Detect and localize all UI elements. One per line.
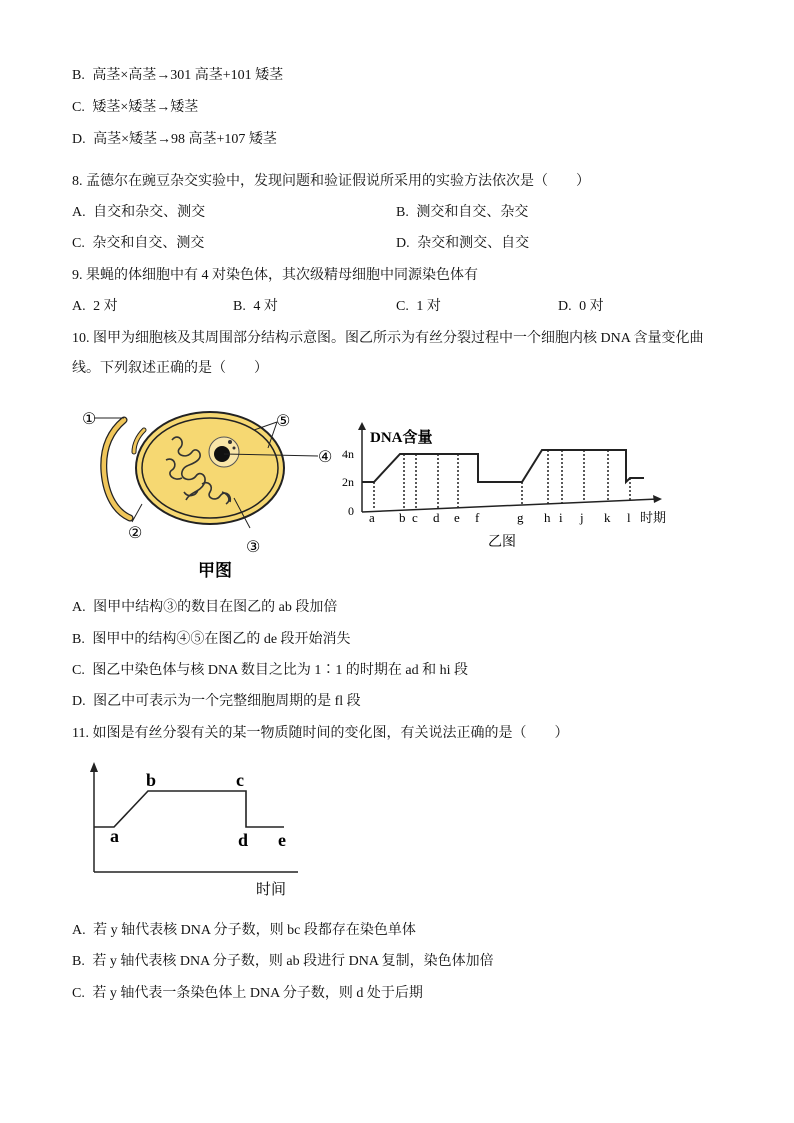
option-d-prev [72, 131, 277, 149]
option-label: B. [72, 68, 85, 83]
option-c-prev [72, 99, 198, 117]
pt-j: j [580, 510, 584, 525]
caption-yi: 乙图 [488, 535, 516, 550]
option-label: A. [72, 299, 86, 314]
nucleolus-dot [233, 447, 236, 450]
q11-option-c [72, 985, 423, 1003]
option-text: 2 对 [93, 299, 118, 314]
option-label: A. [72, 205, 86, 220]
pt-b: b [399, 510, 406, 525]
option-label: D. [396, 236, 410, 251]
pt-a: a [369, 510, 375, 525]
q11-point-labels [110, 770, 286, 850]
pt-c: c [412, 510, 418, 525]
pt-e: e [278, 830, 286, 850]
q10-stem-line1: 10. 图甲为细胞核及其周围部分结构示意图。图乙所示为有丝分裂过程中一个细胞内核 DNA 含量变化曲 [72, 331, 704, 346]
pt-e: e [454, 510, 460, 525]
q8-option-d [396, 235, 529, 253]
q9-option-b [233, 298, 278, 316]
q8-option-c [72, 235, 204, 253]
y-axis-arrow [358, 422, 366, 430]
option-label: C. [72, 236, 85, 251]
stage-dividers [374, 450, 630, 510]
option-text: 测交和自交、杂交 [416, 205, 529, 220]
option-text: 若 y 轴代表核 DNA 分子数，则 ab 段进行 DNA 复制，染色体加倍 [92, 954, 494, 969]
pt-l: l [627, 510, 631, 525]
x-axis-arrow [653, 495, 662, 503]
q10-option-b [72, 631, 351, 649]
label-5: ⑤ [276, 413, 291, 430]
option-text: 1 对 [416, 299, 441, 314]
q9-option-a [72, 298, 118, 316]
option-b-prev [72, 67, 283, 85]
q9-stem: 9. 果蝇的体细胞中有 4 对染色体，其次级精母细胞中同源染色体有 [72, 268, 478, 283]
option-text: 图甲中结构③的数目在图乙的 ab 段加倍 [93, 600, 338, 615]
option-text: 图乙中染色体与核 DNA 数目之比为 1∶1 的时期在 ad 和 hi 段 [92, 663, 469, 678]
pt-b: b [146, 770, 157, 790]
figure-jia-nucleus [72, 400, 342, 582]
pt-i: i [559, 510, 563, 525]
q11-curve [94, 791, 284, 827]
option-label: D. [558, 299, 572, 314]
caption-jia: 甲图 [198, 561, 232, 580]
ytick-0: 0 [348, 504, 354, 518]
q11-option-a [72, 922, 416, 940]
label-2: ② [128, 525, 143, 542]
er-outer [104, 420, 130, 518]
x-axis-label: 时间 [256, 882, 287, 898]
q10-stem-line2: 线。下列叙述正确的是（ ） [72, 361, 268, 376]
pt-d: d [433, 510, 440, 525]
label-3: ③ [246, 539, 261, 556]
q10-option-c [72, 662, 468, 680]
q10-option-d [72, 693, 361, 711]
pt-g: g [517, 510, 524, 525]
option-label: B. [396, 205, 409, 220]
option-text: 若 y 轴代表核 DNA 分子数，则 bc 段都存在染色单体 [93, 923, 416, 938]
pt-k: k [604, 510, 611, 525]
option-text: 图甲中的结构④⑤在图乙的 de 段开始消失 [92, 632, 351, 647]
option-label: D. [72, 132, 86, 147]
pt-a: a [110, 826, 119, 846]
option-label: D. [72, 694, 86, 709]
option-text: 4 对 [253, 299, 278, 314]
option-label: A. [72, 600, 86, 615]
q11-option-b [72, 953, 494, 971]
option-text: 矮茎×矮茎→矮茎 [92, 100, 199, 115]
pt-c: c [236, 770, 244, 790]
option-text: 高茎×高茎→301 高茎+101 矮茎 [92, 68, 284, 83]
figure-q11-curve [84, 760, 304, 900]
ytick-2n: 2n [342, 475, 354, 489]
nucleolus-dot [228, 440, 232, 444]
pt-d: d [238, 830, 249, 850]
ytick-4n: 4n [342, 447, 354, 461]
option-label: C. [72, 100, 85, 115]
q9-option-c [396, 298, 441, 316]
q8-option-a [72, 204, 205, 222]
option-label: C. [72, 986, 85, 1001]
label-4: ④ [318, 449, 333, 466]
option-text: 杂交和自交、测交 [92, 236, 205, 251]
option-label: C. [396, 299, 409, 314]
option-label: B. [72, 632, 85, 647]
leader-2 [132, 504, 142, 522]
option-text: 高茎×矮茎→98 高茎+107 矮茎 [93, 132, 277, 147]
label-1: ① [82, 411, 97, 428]
option-text: 若 y 轴代表一条染色体上 DNA 分子数，则 d 处于后期 [92, 986, 423, 1001]
option-label: A. [72, 923, 86, 938]
option-text: 图乙中可表示为一个完整细胞周期的是 fl 段 [93, 694, 361, 709]
option-label: C. [72, 663, 85, 678]
option-text: 自交和杂交、测交 [93, 205, 206, 220]
y-axis-label: DNA含量 [370, 430, 433, 446]
option-text: 0 对 [579, 299, 604, 314]
option-label: B. [72, 954, 85, 969]
pt-f: f [475, 510, 480, 525]
pt-h: h [544, 510, 551, 525]
y-axis-arrow [90, 762, 98, 772]
point-labels [369, 510, 631, 525]
q10-option-a [72, 599, 337, 617]
option-text: 杂交和测交、自交 [417, 236, 530, 251]
q8-stem: 8. 孟德尔在豌豆杂交实验中，发现问题和验证假说所采用的实验方法依次是（ ） [72, 174, 590, 189]
x-axis [362, 499, 658, 512]
q11-stem: 11. 如图是有丝分裂有关的某一物质随时间的变化图，有关说法正确的是（ ） [72, 726, 569, 741]
option-label: B. [233, 299, 246, 314]
x-axis-label: 时期 [640, 510, 667, 525]
figure-yi-dna-curve [340, 420, 680, 555]
nuclear-envelope-inner [142, 418, 278, 518]
q8-option-b [396, 204, 528, 222]
q9-option-d [558, 298, 604, 316]
